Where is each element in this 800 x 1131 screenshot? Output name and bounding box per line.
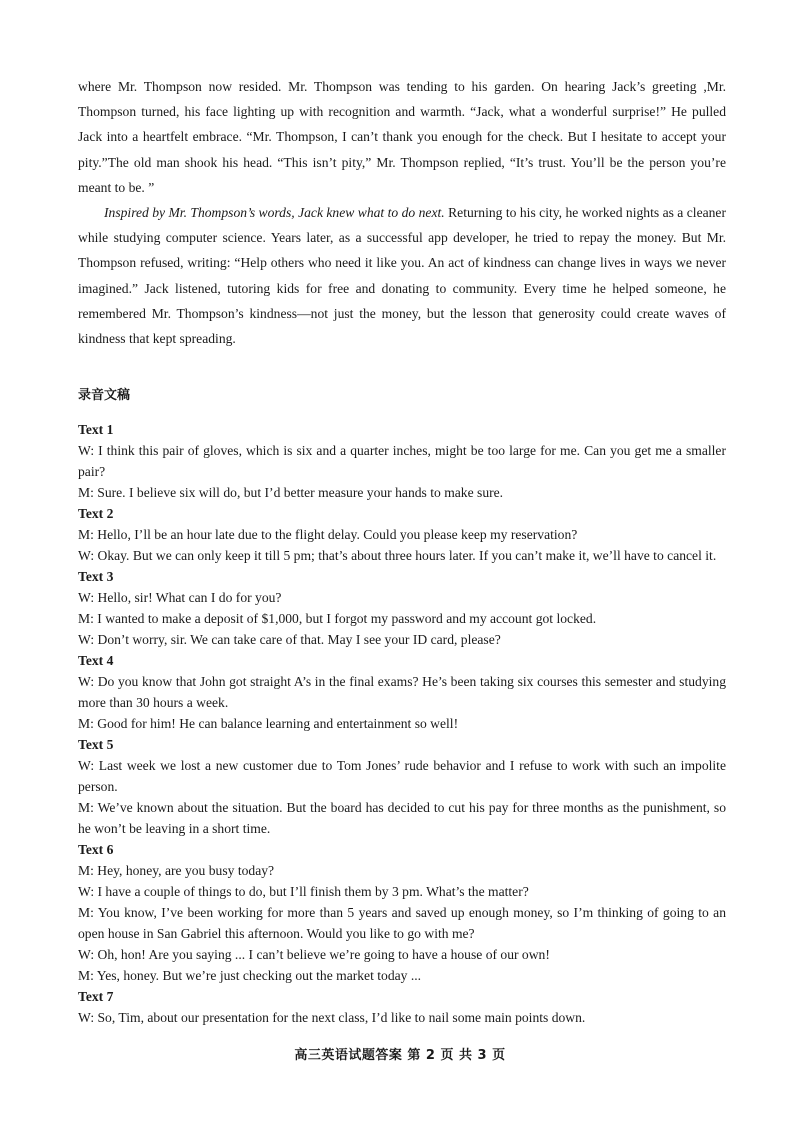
transcript-section-title: Text 3 [78,569,114,584]
dialogue-line: W: I have a couple of things to do, but I’ll finish them by 3 pm. What’s the matter? [78,884,529,899]
story-continuation [78,74,726,351]
dialogue-line: W: Do you know that John got straight A’s in the final exams? He’s been taking six courses this semester and studying more than 30 hours a week. [78,674,726,710]
dialogue-line: M: You know, I’ve been working for more than 5 years and saved up enough money, so I’m thinking of going to an open house in San Gabriel this afternoon. Would you like to go with me? [78,905,726,941]
page-footer: 高三英语试题答案 第 2 页 共 3 页 [294,1048,506,1063]
story-italic-sentence: Inspired by Mr. Thompson’s words, Jack knew what to do next. [104,205,445,221]
dialogue-line: W: Don’t worry, sir. We can take care of that. May I see your ID card, please? [78,632,501,647]
transcript-section-title: Text 1 [78,422,114,437]
dialogue-line: W: Last week we lost a new customer due to Tom Jones’ rude behavior and I refuse to work with such an impolite person. [78,758,726,794]
dialogue-line: W: Oh, hon! Are you saying ... I can’t believe we’re going to have a house of our own! [78,947,550,962]
transcript-section [78,503,726,566]
transcript-section-title: Text 2 [78,506,114,521]
transcript-section [78,839,726,986]
transcript-section-title: Text 5 [78,737,114,752]
story-paragraph-rest: Returning to his city, he worked nights as a cleaner while studying computer science. Years later, as a successful app developer, he tried to repay the money. But Mr. Thompson refused, writing: “Help others who need it like you. An act of kindness can change lives in ways we never imagined.” Jack listened, tutoring kids for free and donating to community. Every time he helped someone, he remembered Mr. Thompson’s kindness—not just the money, but the lesson that generosity could create waves of kindness that kept spreading. [78,205,726,347]
transcript-section-title: Text 6 [78,842,114,857]
transcript-section [78,986,726,1028]
transcript-list [78,419,726,1028]
dialogue-line: M: Hey, honey, are you busy today? [78,863,275,878]
dialogue-line: W: Hello, sir! What can I do for you? [78,590,282,605]
dialogue-line: W: So, Tim, about our presentation for the next class, I’d like to nail some main points down. [78,1010,586,1025]
dialogue-line: M: I wanted to make a deposit of $1,000, but I forgot my password and my account got locked. [78,611,597,626]
dialogue-line: M: We’ve known about the situation. But the board has decided to cut his pay for three months as the punishment, so he won’t be leaving in a short time. [78,800,726,836]
story-paragraph [78,200,726,351]
dialogue-line: M: Good for him! He can balance learning and entertainment so well! [78,716,459,731]
dialogue-line: W: I think this pair of gloves, which is six and a quarter inches, might be too large for me. Can you get me a smaller pair? [78,443,726,479]
transcript-section [78,419,726,503]
transcript-section [78,650,726,734]
transcript-section-title: Text 4 [78,653,114,668]
dialogue-line: M: Sure. I believe six will do, but I’d better measure your hands to make sure. [78,485,504,500]
transcript-heading: 录音文稿 [78,388,131,403]
dialogue-line: W: Okay. But we can only keep it till 5 pm; that’s about three hours later. If you can’t make it, we’ll have to cancel it. [78,548,717,563]
transcript-section-title: Text 7 [78,989,114,1004]
transcript-section [78,734,726,839]
story-paragraph: where Mr. Thompson now resided. Mr. Thompson was tending to his garden. On hearing Jack’s greeting ,Mr. Thompson turned, his face lighting up with recognition and warmth. “Jack, what a wonderful surprise!” He pulled Jack into a heartfelt embrace. “Mr. Thompson, I can’t thank you enough for the check. But I hesitate to accept your pity.”The old man shook his head. “This isn’t pity,” Mr. Thompson replied, “It’s trust. You’ll be the person you’re meant to be. ” [78,79,726,195]
transcript-section [78,566,726,650]
dialogue-line: M: Hello, I’ll be an hour late due to the flight delay. Could you please keep my reservation? [78,527,578,542]
dialogue-line: M: Yes, honey. But we’re just checking out the market today ... [78,968,422,983]
